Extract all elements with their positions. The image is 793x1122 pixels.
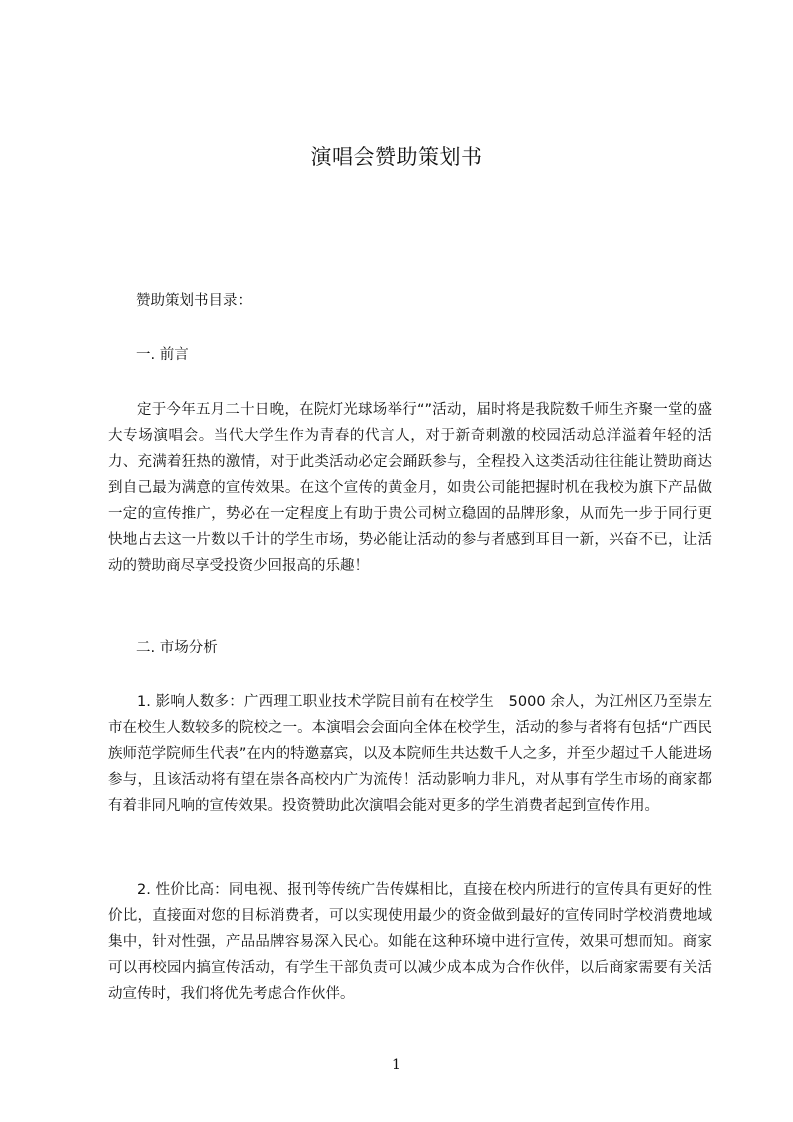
section-heading-preface: 一. 前言	[136, 347, 189, 363]
section-heading-market-analysis: 二. 市场分析	[136, 640, 218, 656]
document-title: 演唱会赞助策划书	[310, 145, 483, 169]
market-paragraph-cost-effective: 2. 性价比高：同电视、报刊等传统广告传媒相比，直接在校内所进行的宣传具有更好的性价比，直接面对您的目标消费者，可以实现使用最少的资金做到最好的宣传同时学校消费地域集中，针对性强，产品品牌容易深入民心。如能在这种环境中进行宣传，效果可想而知。商家可以再校园内搞宣传活动，有学生干部负责可以减少成本成为合作伙伴，以后商家需要有关活动宣传时，我们将优先考虑合作伙伴。	[108, 882, 712, 1002]
market-paragraph-influence: 1. 影响人数多：广西理工职业技术学院目前有在校学生 5000 余人，为江州区乃至崇左市在校生人数较多的院校之一。本演唱会会面向全体在校学生，活动的参与者将有包括“广西民族师范学院师生代表”在内的特邀嘉宾，以及本院师生共达数千人之多，并至少超过千人能进场参与，且该活动将有望在崇各高校内广为流传！活动影响力非凡，对从事有学生市场的商家都有着非同凡响的宣传效果。投资赞助此次演唱会能对更多的学生消费者起到宣传作用。	[108, 694, 712, 814]
toc-label: 赞助策划书目录：	[136, 293, 252, 309]
preface-paragraph: 定于今年五月二十日晚，在院灯光球场举行“”活动，届时将是我院数千师生齐聚一堂的盛大专场演唱会。当代大学生作为青春的代言人，对于新奇刺激的校园活动总洋溢着年轻的活力、充满着狂热的激情，对于此类活动必定会踊跃参与，全程投入这类活动往往能让赞助商达到自己最为满意的宣传效果。在这个宣传的黄金月，如贵公司能把握时机在我校为旗下产品做一定的宣传推广，势必在一定程度上有助于贵公司树立稳固的品牌形象，从而先一步于同行更快地占去这一片数以千计的学生市场，势必能让活动的参与者感到耳目一新，兴奋不已，让活动的赞助商尽享受投资少回报高的乐趣！	[108, 402, 712, 574]
page-number: 1	[392, 1057, 401, 1073]
